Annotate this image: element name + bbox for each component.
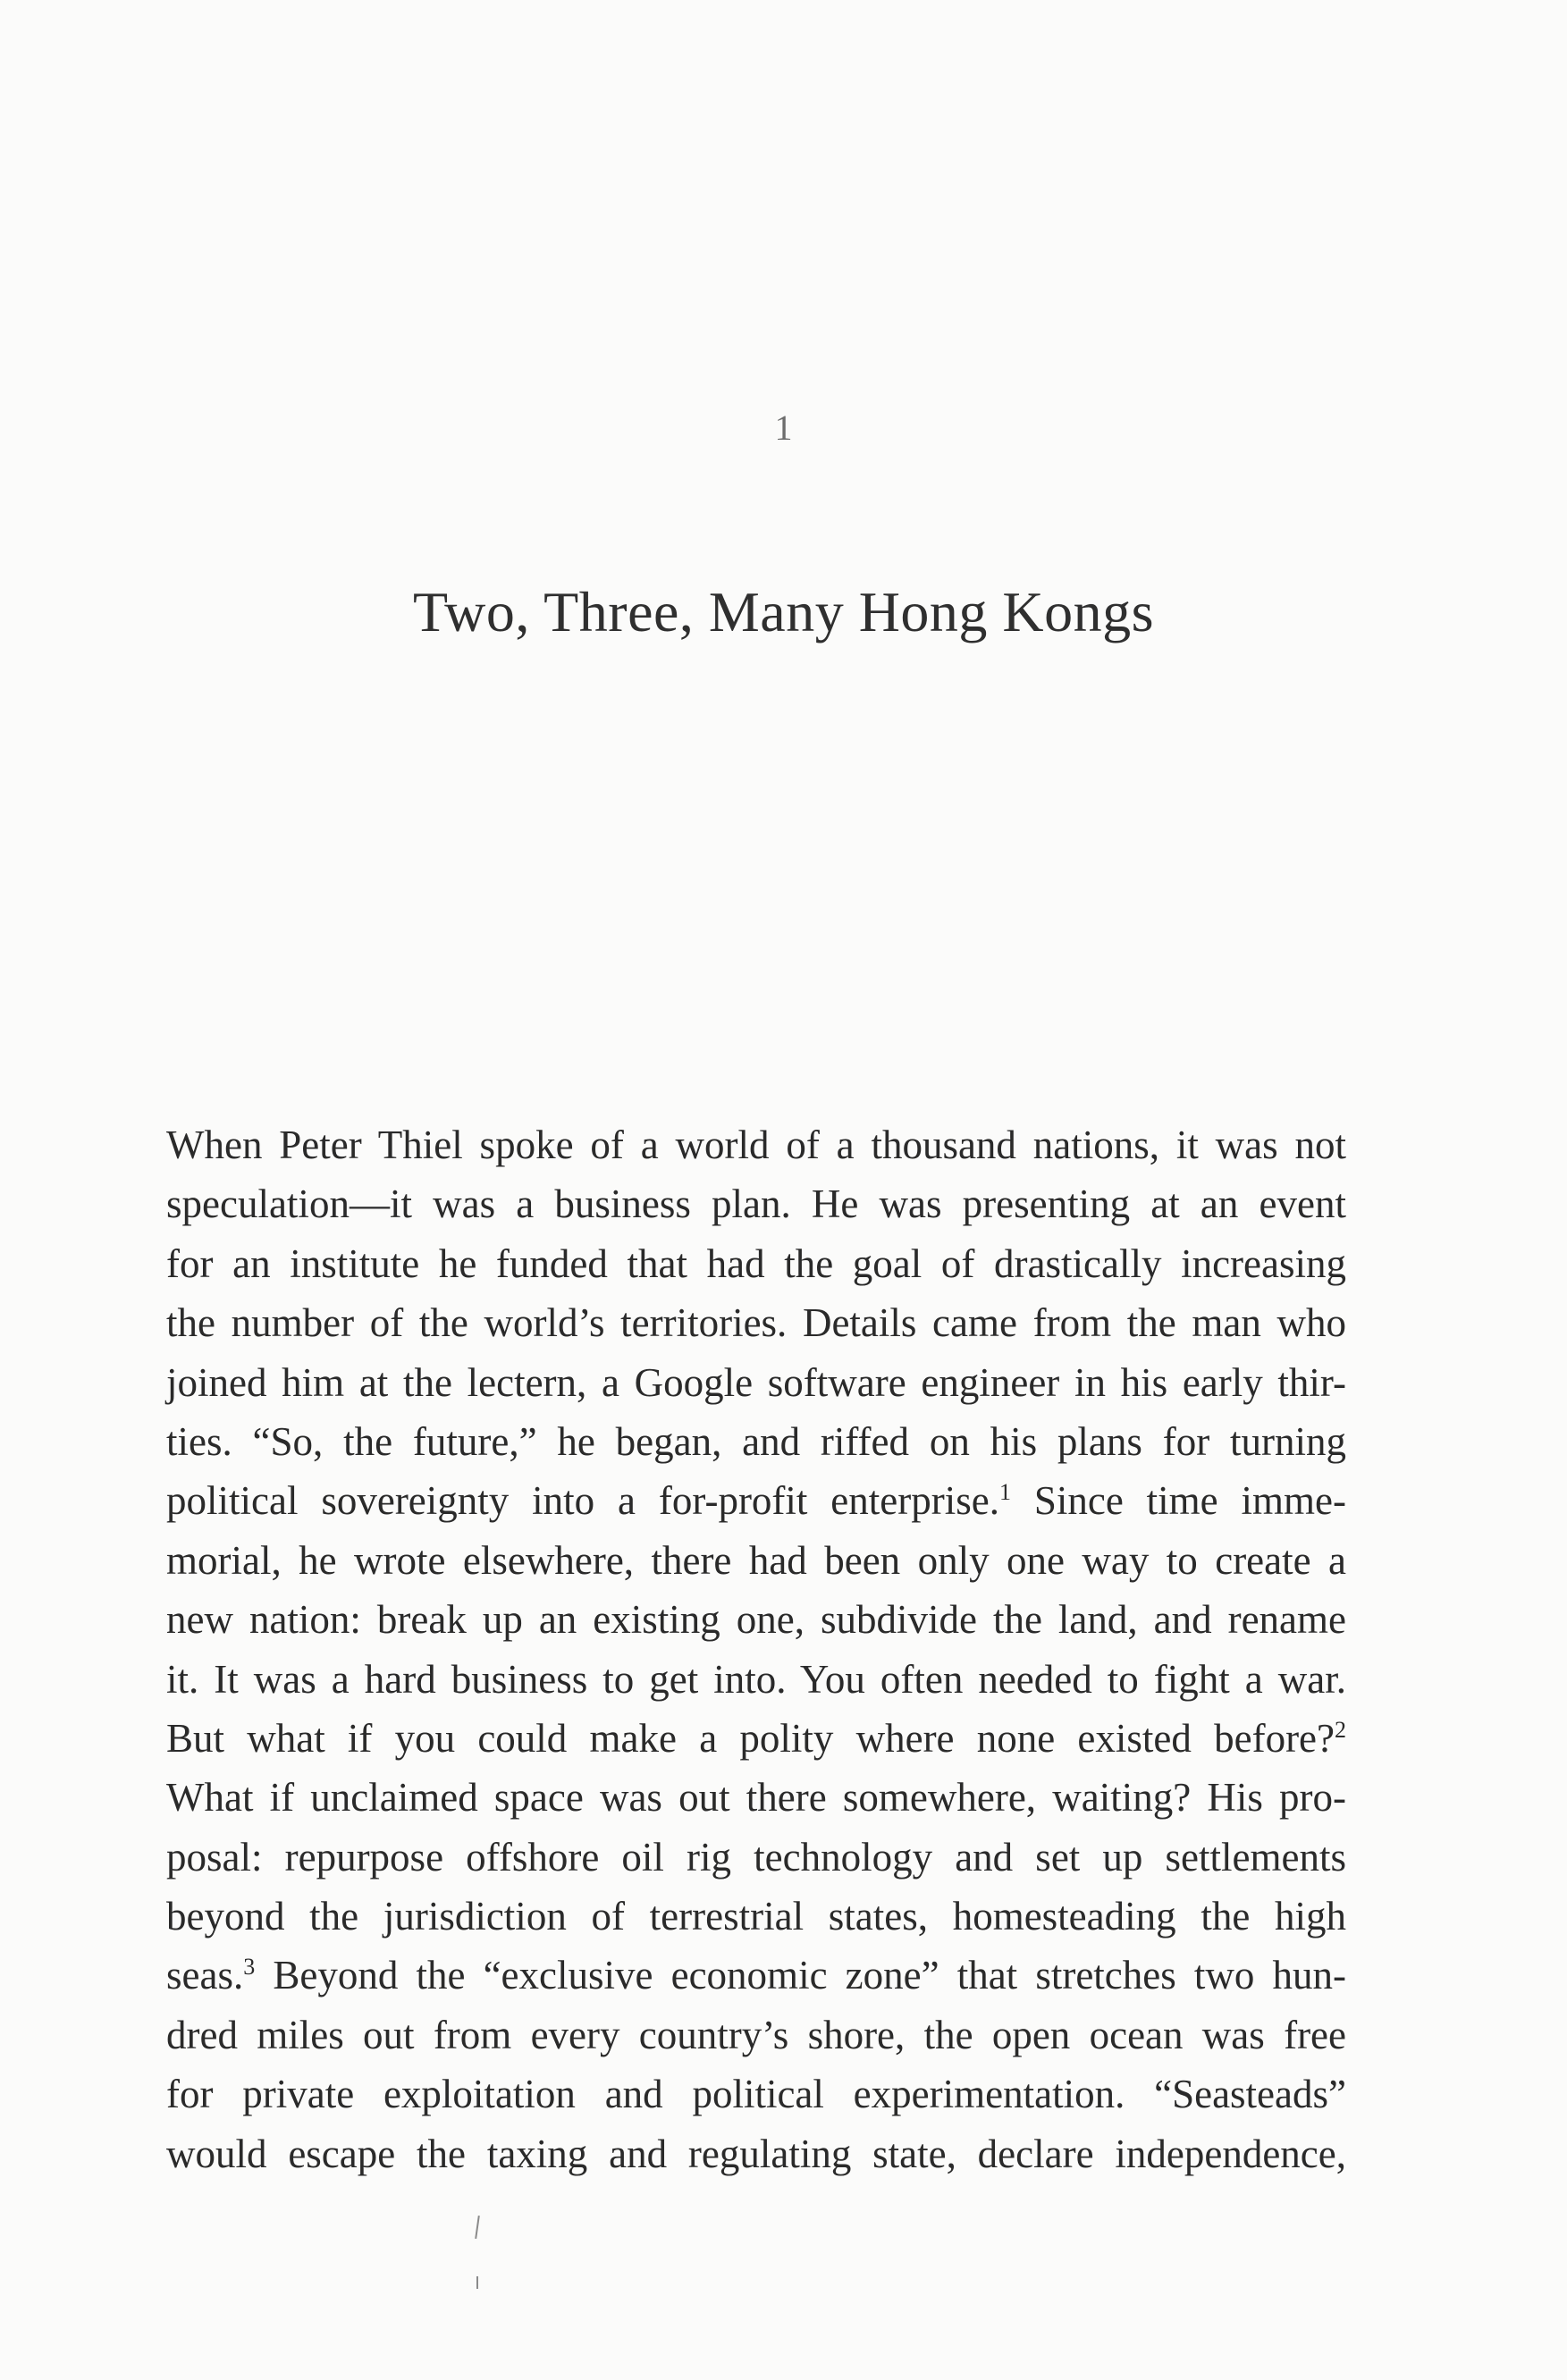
text-line [166, 1234, 1346, 1293]
text-line-content: for an institute he funded that had the goal of drastically increasing [166, 1240, 1346, 1286]
text-line [166, 1768, 1346, 1827]
text-line [166, 1115, 1346, 1174]
chapter-number: 1 [774, 408, 793, 448]
text-line-continuation: Since time imme- [1010, 1478, 1346, 1524]
text-line [166, 1353, 1346, 1412]
chapter-title: Two, Three, Many Hong Kongs [412, 580, 1155, 643]
text-line-content: dred miles out from every country’s shore, the open ocean was free [166, 2012, 1346, 2057]
footnote-marker[interactable]: 2 [1335, 1716, 1346, 1743]
text-line-content: the number of the world’s territories. Details came from the man who [166, 1300, 1346, 1346]
text-line-continuation: Beyond the “exclusive economic zone” that stretches two hun- [255, 1953, 1346, 1998]
text-line-content: posal: repurpose offshore oil rig technology and set up settlements [166, 1834, 1346, 1880]
scan-mark [475, 2216, 480, 2239]
text-line-content: ties. “So, the future,” he began, and riffed on his plans for turning [166, 1418, 1346, 1464]
text-line-content: joined him at the lectern, a Google software engineer in his early thir- [166, 1359, 1346, 1405]
text-line [166, 1946, 1346, 2005]
text-line-content: political sovereignty into a for-profit enterprise. [166, 1478, 999, 1524]
text-line-content: speculation—it was a business plan. He was presenting at an event [166, 1182, 1346, 1227]
text-line-content: new nation: break up an existing one, subdivide the land, and rename [166, 1597, 1346, 1643]
text-line-content: But what if you could make a polity where none existed before? [166, 1715, 1335, 1761]
text-line [166, 1709, 1346, 1768]
text-line [166, 1650, 1346, 1709]
text-line [166, 1887, 1346, 1946]
text-line [166, 1531, 1346, 1590]
text-line-content: beyond the jurisdiction of terrestrial states, homesteading the high [166, 1894, 1346, 1939]
text-line [166, 1471, 1346, 1530]
footnote-marker[interactable]: 1 [998, 1479, 1011, 1506]
text-line [166, 1412, 1346, 1471]
text-line [166, 2006, 1346, 2065]
text-line-content: When Peter Thiel spoke of a world of a thousand nations, it was not [166, 1123, 1346, 1167]
footnote-marker[interactable]: 3 [243, 1954, 256, 1981]
text-line-content: seas. [166, 1953, 244, 1998]
text-line-content: What if unclaimed space was out there somewhere, waiting? His pro- [166, 1775, 1346, 1821]
text-line-content: it. It was a hard business to get into. You often needed to fight a war. [166, 1656, 1346, 1702]
text-line-content: morial, he wrote elsewhere, there had been only one way to create a [166, 1537, 1346, 1583]
text-line [166, 1590, 1346, 1649]
text-line-content: for private exploitation and political experimentation. “Seasteads” [166, 2072, 1346, 2117]
text-line-content: would escape the taxing and regulating state, declare independence, [166, 2131, 1346, 2176]
text-line [166, 1174, 1346, 1233]
text-line [166, 1293, 1346, 1352]
text-line [166, 2065, 1346, 2123]
scan-mark [476, 2276, 478, 2289]
body-paragraph [166, 1115, 1346, 2183]
text-line [166, 2124, 1346, 2183]
text-line [166, 1828, 1346, 1887]
